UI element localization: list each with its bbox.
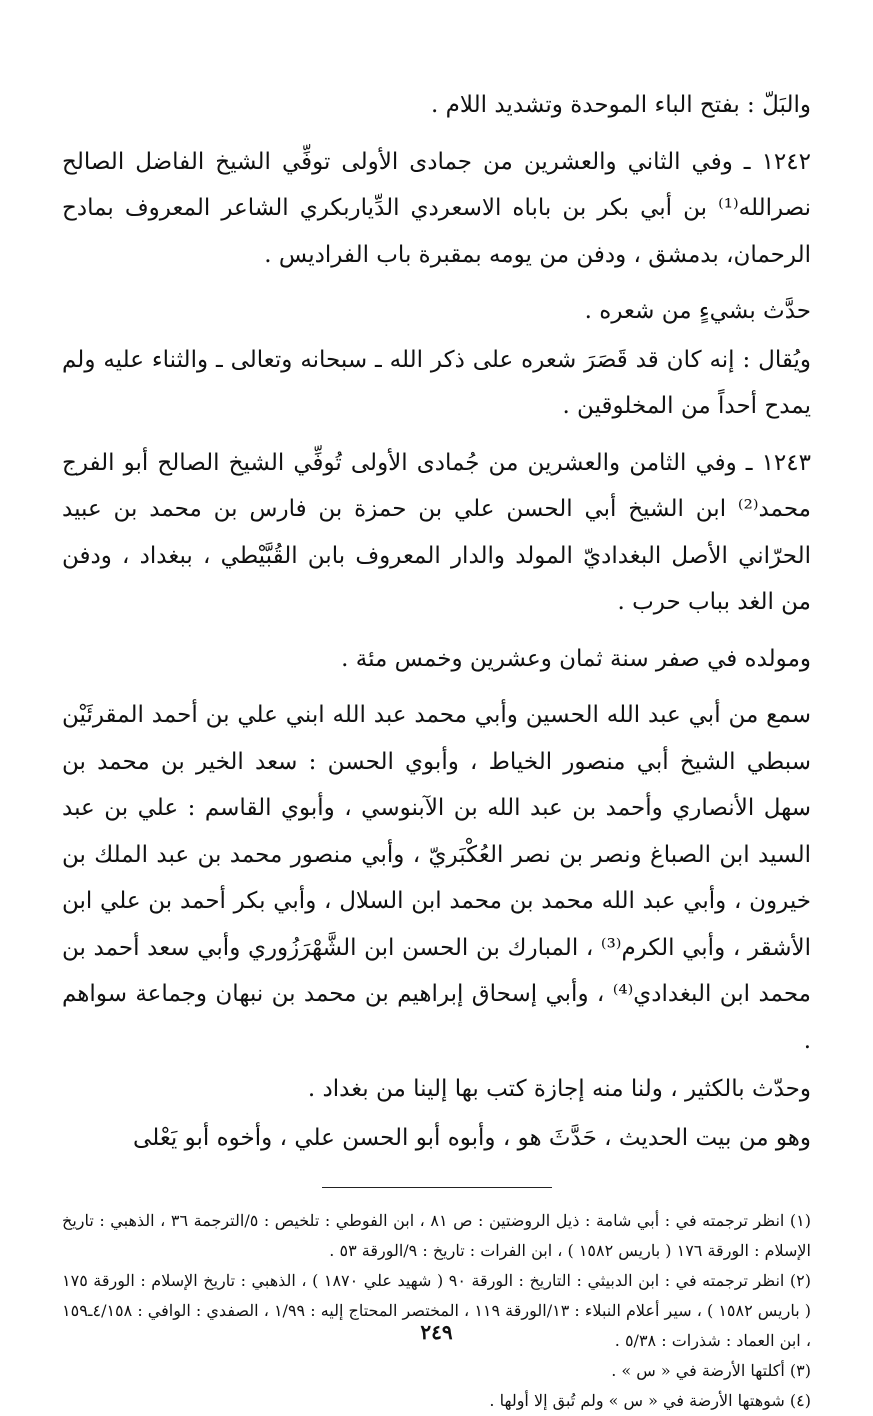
- footnotes: [62, 1206, 811, 1416]
- main-text: [62, 82, 811, 1161]
- page-number: ٢٤٩: [420, 1320, 453, 1344]
- footnote-3: (٣) أكلتها الأرضة في « س » .: [611, 1361, 811, 1380]
- footnote-separator: [322, 1187, 552, 1188]
- paragraph: ومولده في صفر سنة ثمان وعشرين وخمس مئة .: [341, 645, 811, 672]
- paragraph: وحدّث بالكثير ، ولنا منه إجازة كتب بها إلينا من بغداد .: [307, 1076, 811, 1102]
- paragraph: سمع من أبي عبد الله الحسين وأبي محمد عبد الله ابني علي بن أحمد المقرئَيْن سبطي الشيخ أبي منصور الخياط ، وأبوي الحسن : سعد الخير بن محمد بن سهل الأنصاري وأحمد بن عبد الله بن الآبنوسي ، وأبوي القاسم : علي بن عبد السيد ابن الصباغ ونصر بن نصر العُكْبَريّ ، وأبي منصور محمد بن عبد الملك بن خيرون ، وأبي عبد الله محمد بن محمد ابن السلال ، وأبي بكر أحمد بن علي ابن الأشقر ، وأبي الكرم⁽³⁾ ، المبارك بن الحسن ابن الشَّهْرَزُوري وأبي سعد أحمد بن محمد ابن البغدادي⁽⁴⁾ ، وأبي إسحاق إبراهيم بن محمد بن نبهان وجماعة سواهم .: [62, 702, 811, 1054]
- entry-1243: ١٢٤٣ ـ وفي الثامن والعشرين من جُمادى الأولى تُوفِّي الشيخ الصالح أبو الفرج محمد⁽²⁾ ابن الشيخ أبي الحسن علي بن حمزة بن فارس بن محمد بن عبيد الحرّاني الأصل البغداديّ المولد والدار المعروف بابن القُبَّيْطي ، ببغداد ، ودفن من الغد بباب حرب .: [62, 449, 811, 615]
- entry-1242: ١٢٤٢ ـ وفي الثاني والعشرين من جمادى الأولى توفِّي الشيخ الفاضل الصالح نصرالله⁽¹⁾ بن أبي بكر بن باباه الاسعردي الدِّياربكري الشاعر المعروف بمادح الرحمان، بدمشق ، ودفن من يومه بمقبرة باب الفراديس .: [62, 148, 811, 268]
- footnote-4: (٤) شوهتها الأرضة في « س » ولم تُبق إلا أولها .: [489, 1391, 811, 1410]
- footnote-separator-wrap: [62, 1161, 811, 1206]
- paragraph: ويُقال : إنه كان قد قَصَرَ شعره على ذكر الله ـ سبحانه وتعالى ـ والثناء عليه ولم يمدح أحداً من المخلوقين .: [62, 346, 811, 419]
- paragraph: حدَّث بشيءٍ من شعره .: [584, 298, 811, 324]
- paragraph: والبَلّ : بفتح الباء الموحدة وتشديد اللام .: [431, 92, 811, 118]
- footnote-1: (١) انظر ترجمته في : أبي شامة : ذيل الروضتين : ص ٨١ ، ابن الفوطي : تلخيص : ٥/الترجمة ٣٦ ، الذهبي : تاريخ الإسلام : الورقة ١٧٦ ( باريس ١٥٨٢ ) ، ابن الفرات : تاريخ : ٩/الورقة ٥٣ .: [62, 1211, 812, 1260]
- footnote-2: (٢) انظر ترجمته في : ابن الدبيثي : التاريخ : الورقة ٩٠ ( شهيد علي ١٨٧٠ ) ، الذهبي : تاريخ الإسلام : الورقة ١٧٥ ( باريس ١٥٨٢ ) ، سير أعلام النبلاء : ١٣/الورقة ١١٩ ، المختصر المحتاج إليه : ١/٩٩ ، الصفدي : الوافي : ٤/١٥٨ـ١٥٩ ، ابن العماد : شذرات : ٥/٣٨ .: [62, 1271, 812, 1350]
- paragraph: وهو من بيت الحديث ، حَدَّثَ هو ، وأبوه أبو الحسن علي ، وأخوه أبو يَعْلى: [133, 1124, 811, 1151]
